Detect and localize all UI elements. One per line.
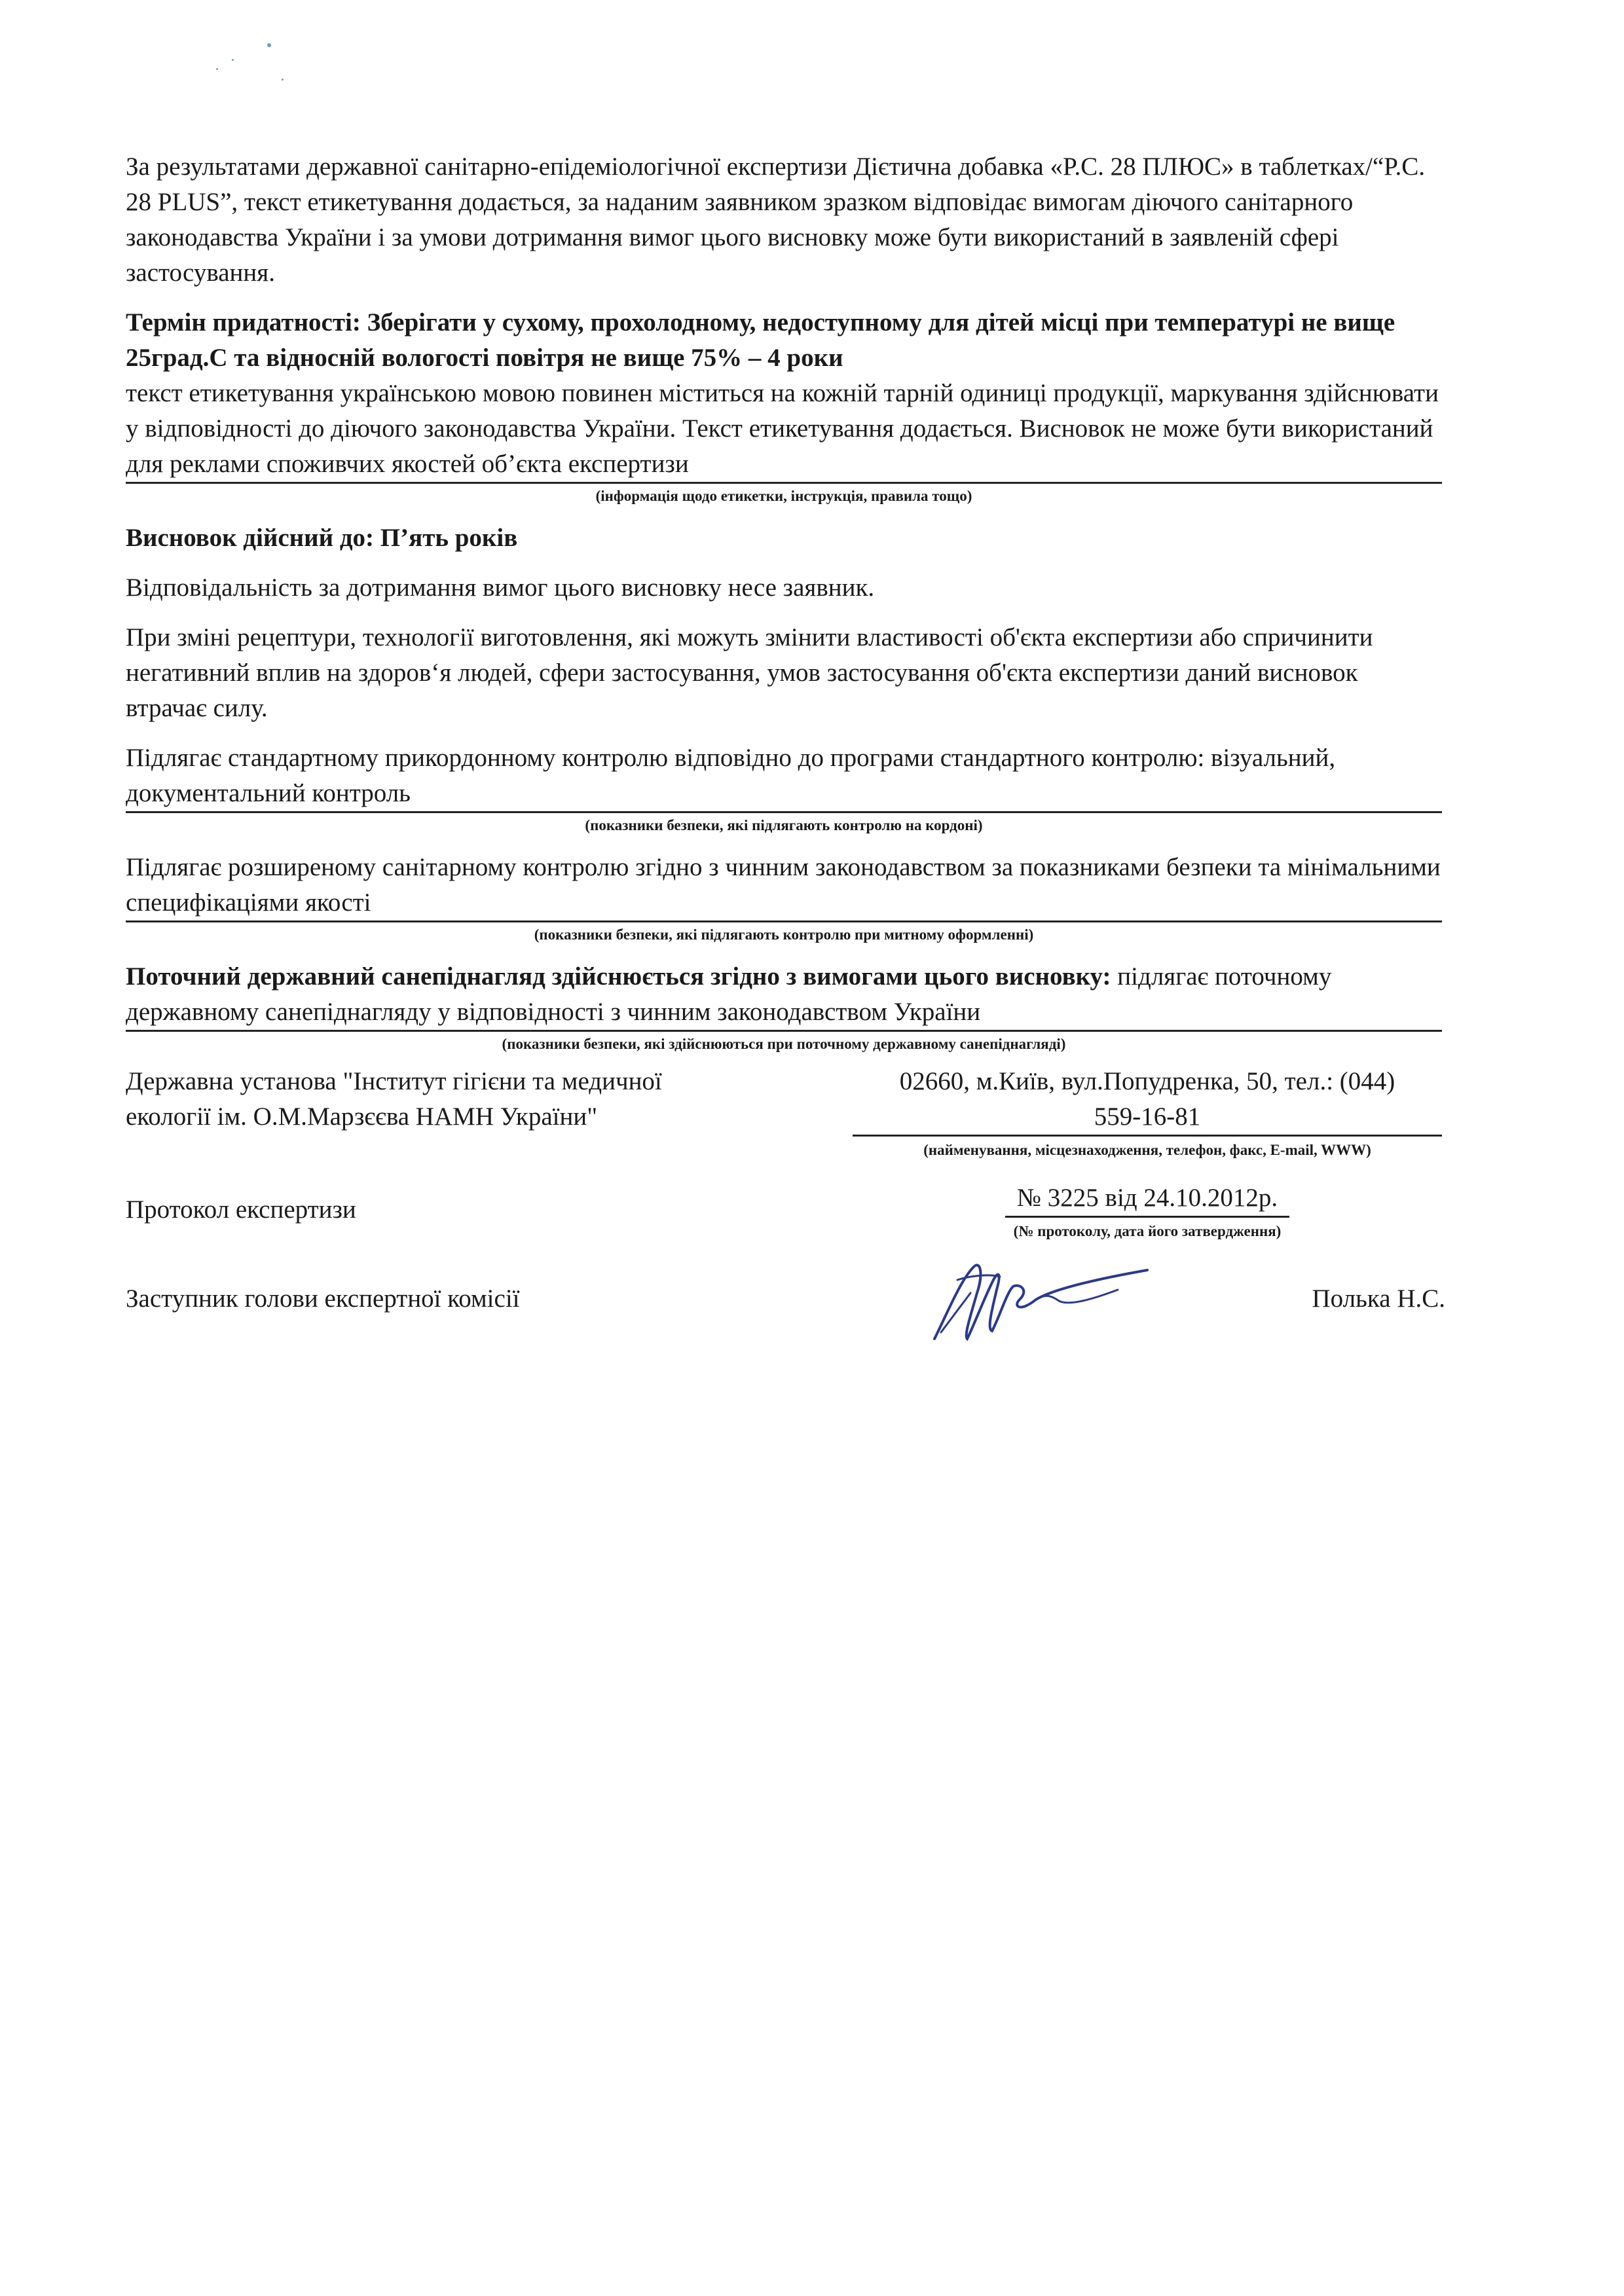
labeling-text: текст етикетування українською мовою повинен міститься на кожній тарній одиниці продукції, маркування здійснювати у відповідності до діючого законодавства України. Текст етикетування додається. Висновок не може бути використаний для реклами споживчих якостей об’єкта експертизи <box>126 379 1439 478</box>
change-text: При зміні рецептури, технології виготовлення, які можуть змінити властивості об'єкта експертизи або спричинити негативний вплив на здоров‘я людей, сфери застосування, умов застосування об'єкта експертизи даний висновок втрачає силу. <box>126 623 1373 722</box>
expertise-result-paragraph: За результатами державної санітарно-епідеміологічної експертизи Дієтична добавка «P.C. 28 ПЛЮС» в таблетках/“P.C. 28 PLUS”, текст етикетування додається, за наданим заявником зразком відповідає вимогам діючого санітарного законодавства України і за умови дотримання вимог цього висновку може бути використаний в заявленій сфері застосування. <box>126 153 1426 287</box>
institution-line-1: Державна установа "Інститут гігієни та медичної <box>126 1067 662 1095</box>
sanitary-control-caption: (показники безпеки, які підлягають контролю при митному оформленні) <box>534 926 1034 943</box>
shelf-life-block <box>126 305 1442 484</box>
institution-name <box>126 1064 767 1135</box>
responsibility-text: Відповідальність за дотримання вимог цього висновку несе заявник. <box>126 574 875 602</box>
supervision-rest-text: підлягає поточному державному санепіднагляду у відповідності з чинним законодавством України <box>126 962 1332 1026</box>
address-line-2: 559-16-81 <box>853 1099 1442 1137</box>
protocol-label: Протокол експертизи <box>126 1195 356 1224</box>
supervision-text <box>126 959 1442 1032</box>
shelf-life-text: Термін придатності: Зберігати у сухому, прохолодному, недоступному для дітей місці при температурі не вище 25град.С та відносній вологості повітря не вище 75% – 4 роки <box>126 308 1395 372</box>
sanitary-control-text: Підлягає розширеному санітарному контролю згідно з чинним законодавством за показниками безпеки та мінімальними специфікаціями якості <box>126 850 1442 922</box>
deputy-label: Заступник голови експертної комісії <box>126 1285 520 1313</box>
institution-line-2: екології ім. О.М.Марзєєва НАМН України" <box>126 1102 598 1131</box>
deputy-name: Полька Н.С. <box>1312 1285 1445 1313</box>
signature-image <box>921 1254 1157 1352</box>
supervision-bold-text: Поточний державний санепіднагляд здійснюється згідно з вимогами цього висновку: <box>126 962 1111 991</box>
protocol-info <box>853 1180 1442 1241</box>
protocol-caption: (№ протоколу, дата його затвердження) <box>1013 1223 1282 1239</box>
labeling-caption: (інформація щодо етикетки, інструкція, правила тощо) <box>595 488 972 504</box>
document-body <box>126 149 1442 1054</box>
border-control-text: Підлягає стандартному прикордонному контролю відповідно до програми стандартного контролю: візуальний, документальний контроль <box>126 740 1442 813</box>
institution-address <box>853 1064 1442 1160</box>
border-control-caption: (показники безпеки, які підлягають контролю на кордоні) <box>585 817 983 833</box>
validity-text: Висновок дійсний до: П’ять років <box>126 524 518 552</box>
supervision-caption: (показники безпеки, які здійснюються при поточному державному санепіднагляді) <box>502 1036 1066 1052</box>
scan-specks <box>190 39 295 92</box>
address-line-1: 02660, м.Київ, вул.Попудренка, 50, тел.: (044) <box>899 1067 1395 1095</box>
address-caption: (найменування, місцезнаходження, телефон, факс, E-mail, WWW) <box>923 1142 1371 1158</box>
protocol-value: № 3225 від 24.10.2012р. <box>1005 1180 1289 1218</box>
